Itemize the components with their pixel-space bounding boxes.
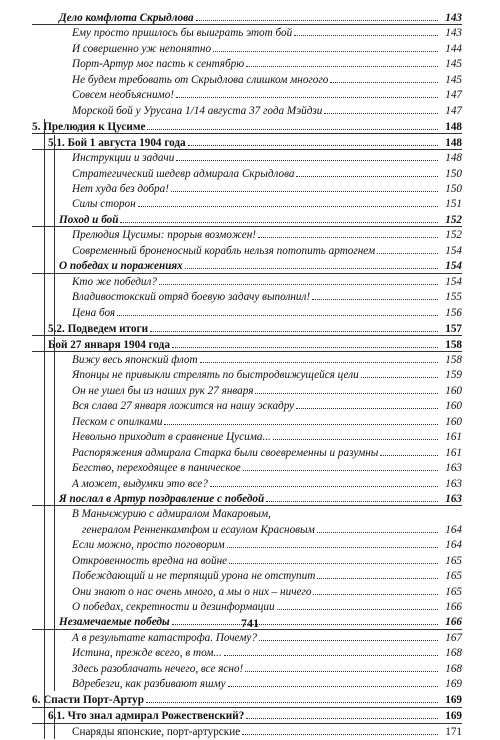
- toc-entry-page: 150: [445, 183, 462, 195]
- toc-entry: [32, 119, 462, 134]
- toc-entry-title: Он не ушел бы из наших рук 27 января: [72, 384, 254, 397]
- toc-entry: [32, 537, 462, 552]
- dot-leader: [213, 41, 438, 52]
- toc-entry-page: 147: [445, 89, 462, 102]
- toc-entry: [32, 56, 462, 71]
- toc-entry-page: 171: [445, 725, 462, 738]
- toc-entry-title: Кто же победил?: [72, 275, 157, 288]
- toc-entry: [32, 645, 462, 660]
- dot-leader: [277, 599, 438, 610]
- toc-entry-page: 168: [445, 647, 462, 660]
- toc-entry-page: 163: [445, 462, 462, 475]
- toc-entry-title: Современный броненосный корабль нельзя потопить артогнем: [72, 244, 376, 257]
- toc-entry: [32, 25, 462, 40]
- toc-entry-page: 151: [445, 198, 462, 211]
- toc-entry-title: Бой 27 января 1904 года: [48, 338, 170, 351]
- toc-entry: [32, 429, 462, 444]
- toc-entry-title: Ему просто пришлось бы выиграть этот бой: [72, 27, 293, 40]
- toc-entry-title: Истина, прежде всего, в том...: [72, 647, 222, 660]
- toc-entry: [32, 584, 462, 599]
- toc-entry-page: 164: [445, 539, 462, 552]
- toc-entry-title: Японцы не привыкли стрелять по быстродвижущейся цели: [72, 369, 359, 382]
- toc-entry: [32, 568, 462, 583]
- dot-leader: [196, 10, 438, 21]
- dot-leader: [176, 87, 438, 98]
- toc-entry: [32, 367, 462, 382]
- toc-entry: [32, 212, 462, 227]
- toc-entry-page: 154: [445, 275, 462, 288]
- toc-entry-page: 148: [445, 152, 462, 165]
- toc-entry-page: 160: [445, 400, 462, 413]
- dot-leader: [296, 398, 438, 409]
- toc-entry-page: 169: [445, 710, 462, 723]
- toc-entry-page: 152: [445, 229, 462, 242]
- toc-entry-page: 143: [445, 27, 462, 40]
- toc-entry-page: 145: [445, 58, 462, 71]
- toc-entry-page: 165: [445, 585, 462, 598]
- toc-guide-line: [44, 119, 45, 739]
- toc-entry: [32, 150, 462, 165]
- dot-leader: [245, 661, 438, 672]
- toc-entry-page: 161: [445, 431, 462, 444]
- toc-entry-title: О победах и поражениях: [59, 260, 183, 273]
- dot-leader: [317, 568, 438, 579]
- toc-entry-title: А в результате катастрофа. Почему?: [72, 631, 257, 644]
- toc-guide-line: [54, 135, 55, 336]
- toc-entry-page: 165: [445, 570, 462, 583]
- toc-entry-title: Прелюдия Цусимы: прорыв возможен!: [72, 229, 257, 242]
- dot-leader: [229, 553, 438, 564]
- toc-entry-page: 165: [445, 554, 462, 567]
- dot-leader: [361, 367, 438, 378]
- toc-entry: [32, 72, 462, 87]
- toc-entry-title: Не будем требовать от Скрыдлова слишком многого: [72, 73, 329, 86]
- toc-entry-title: О победах, секретности и дезинформации: [72, 601, 275, 613]
- toc-entry-page: 159: [445, 369, 462, 382]
- dot-leader: [377, 243, 438, 254]
- dot-leader: [228, 676, 438, 687]
- toc-entry-title: Я послал в Артур поздравление с победой: [59, 492, 265, 505]
- dot-leader: [171, 181, 438, 192]
- toc-entry: [32, 274, 462, 289]
- dot-leader: [159, 274, 438, 285]
- dot-leader: [258, 227, 438, 238]
- toc-entry-title: Стратегический шедевр адмирала Скрыдлова: [72, 167, 295, 180]
- dot-leader: [313, 584, 438, 595]
- toc-entry-page: 147: [445, 104, 462, 117]
- dot-leader: [273, 429, 438, 440]
- toc-entry: [32, 258, 462, 273]
- toc-entry-title: 5.1. Бой 1 августа 1904 года: [48, 136, 186, 149]
- toc-entry: [32, 522, 462, 537]
- toc-entry-title: Здесь разоблачать нечего, все ясно!: [72, 662, 244, 675]
- toc-entry: [32, 196, 462, 211]
- toc-entry-page: 152: [445, 213, 462, 226]
- toc-entry-title: И совершенно уж непонятно: [72, 42, 212, 55]
- toc-entry-title: Если можно, просто поговорим: [72, 539, 225, 552]
- toc-entry: [32, 352, 462, 367]
- toc-entry-title: 6. Спасти Порт-Артур: [32, 694, 144, 707]
- toc-entry: [32, 630, 462, 645]
- toc-entry: [32, 414, 462, 429]
- toc-entry-page: 163: [445, 477, 462, 490]
- dot-leader: [330, 72, 438, 83]
- toc-entry: [32, 103, 462, 118]
- toc-entry-title: Откровенность вредна на войне: [72, 554, 228, 567]
- toc-entry-title: 5. Прелюдия к Цусиме: [32, 120, 146, 133]
- toc-guide-line: [54, 337, 55, 691]
- dot-leader: [324, 103, 438, 114]
- toc-entry-page: 164: [445, 523, 462, 536]
- dot-leader: [146, 692, 438, 703]
- toc-entry-title: Нет худа без добра!: [72, 183, 169, 195]
- toc-entry-title: А может, выдумки это все?: [72, 477, 208, 490]
- toc-entry-page: 145: [445, 73, 462, 86]
- toc-entry: [32, 41, 462, 56]
- dot-leader: [138, 196, 438, 207]
- toc-entry-title: Дело комфлота Скрыдлова: [59, 12, 194, 24]
- toc-entry-page: 161: [445, 446, 462, 459]
- dot-leader: [259, 630, 438, 641]
- toc-entry: [32, 383, 462, 398]
- toc-entry-title: 6.1. Что знал адмирал Рожественский?: [48, 710, 245, 723]
- toc-entry-title: Инструкции и задачи: [72, 152, 175, 165]
- toc-entry-page: 150: [445, 167, 462, 180]
- toc-entry-title: генералом Ренненкампфом и есаулом Красновым: [82, 523, 315, 536]
- dot-leader: [380, 445, 438, 456]
- toc-entry-title: Снаряды японские, порт-артурские: [72, 725, 241, 738]
- toc-entry-page: 160: [445, 384, 462, 397]
- toc-entry: [32, 337, 462, 352]
- dot-leader: [147, 119, 438, 130]
- dot-leader: [120, 212, 438, 223]
- dot-leader: [117, 305, 438, 316]
- toc-entry-page: 155: [445, 291, 462, 304]
- dot-leader: [296, 166, 438, 177]
- dot-leader: [312, 289, 438, 300]
- toc-entry: [32, 166, 462, 181]
- toc-entry: [32, 289, 462, 304]
- dot-leader: [242, 724, 438, 735]
- toc-entry: [32, 87, 462, 102]
- toc-entry-title: 5.2. Подведем итоги: [48, 322, 149, 335]
- dot-leader: [255, 383, 438, 394]
- toc-entry-page: 166: [445, 616, 462, 629]
- dot-leader: [176, 150, 438, 161]
- toc-entry: [32, 676, 462, 691]
- toc-entry-title: Распоряжения адмирала Старка были своевременны и разумны: [72, 446, 379, 459]
- dot-leader: [150, 321, 438, 332]
- toc-entry-title: Вся слава 27 января ложится на нашу эскадру: [72, 400, 295, 413]
- toc-entry: [32, 10, 462, 25]
- toc-entry-page: 143: [445, 12, 462, 24]
- toc-entry-title: Порт-Артур мог пасть к сентябрю: [72, 58, 245, 71]
- toc-entry-title: Они знают о нас очень много, а мы о них – ничего: [72, 585, 312, 598]
- toc-entry-page: 169: [445, 678, 462, 691]
- toc-entry-title: Цена боя: [72, 306, 116, 319]
- toc-entry: [32, 506, 462, 521]
- dot-leader: [246, 56, 438, 67]
- toc-entry: [32, 227, 462, 242]
- toc-entry-title: Морской бой у Урусана 1/14 августа 37 года Мэйдзи: [72, 104, 323, 117]
- toc-entry-page: 157: [445, 322, 462, 335]
- toc-entry-page: 154: [445, 244, 462, 257]
- dot-leader: [188, 135, 438, 146]
- dot-leader: [224, 645, 438, 656]
- dot-leader: [200, 352, 438, 363]
- toc-entry: [32, 445, 462, 460]
- toc-entry-page: 169: [445, 694, 462, 707]
- toc-entry-page: 166: [445, 601, 462, 613]
- page-number: 741: [241, 616, 259, 630]
- toc-entry: [32, 181, 462, 196]
- toc-entry: [32, 692, 462, 707]
- toc-entry-page: 148: [445, 120, 462, 133]
- toc-entry: [32, 599, 462, 614]
- dot-leader: [164, 414, 438, 425]
- dot-leader: [246, 708, 438, 719]
- toc-entry: [32, 398, 462, 413]
- toc-entry: [32, 305, 462, 320]
- toc-entry-page: 148: [445, 136, 462, 149]
- toc-entry-title: Невольно приходит в сравнение Цусима...: [72, 431, 271, 444]
- toc-entry-title: Вижу весь японский флот: [72, 354, 198, 366]
- toc-entry: [32, 553, 462, 568]
- toc-entry: [32, 724, 462, 739]
- toc-entry-page: 144: [445, 42, 462, 55]
- toc-entry-page: 158: [445, 338, 462, 351]
- dot-leader: [294, 25, 438, 36]
- dot-leader: [266, 491, 438, 502]
- toc-entry-title: В Маньчжурию с адмиралом Макаровым,: [72, 508, 271, 521]
- dot-leader: [185, 258, 438, 269]
- dot-leader: [243, 460, 438, 471]
- toc-entry: [32, 243, 462, 258]
- toc-entry-title: Силы сторон: [72, 198, 136, 211]
- dot-leader: [317, 522, 438, 533]
- toc-entry-title: Незамечаемые победы: [59, 616, 170, 629]
- toc-entry: [32, 476, 462, 491]
- toc-entry-title: Побеждающий и не терпящий урона не отступит: [72, 570, 316, 583]
- toc-entry: [32, 460, 462, 475]
- toc-entry-title: Песком с опилками: [72, 415, 163, 428]
- toc-entry-title: Поход и бой: [59, 213, 119, 226]
- dot-leader: [172, 337, 438, 348]
- toc-entry-page: 163: [445, 492, 462, 505]
- toc-entry-page: 168: [445, 662, 462, 675]
- toc-entry-title: Вдребезги, как разбивают яшму: [72, 678, 226, 691]
- toc-entry: [32, 661, 462, 676]
- dot-leader: [227, 537, 438, 548]
- toc-entry-title: Владивостокский отряд боевую задачу выполнил!: [72, 291, 311, 304]
- toc-entry-page: 167: [445, 631, 462, 644]
- toc-entry-title: Совсем необъяснимо!: [72, 89, 175, 102]
- toc-entry: [32, 135, 462, 150]
- toc-entry-page: 160: [445, 415, 462, 428]
- toc-guide-line: [54, 708, 55, 739]
- toc-entry-page: 154: [445, 260, 462, 273]
- dot-leader: [210, 476, 438, 487]
- toc-entry-page: 156: [445, 306, 462, 319]
- toc-entry: [32, 491, 462, 506]
- toc-entry-page: 158: [445, 354, 462, 366]
- toc-entry: [32, 321, 462, 336]
- toc-entry-title: Бегство, переходящее в паническое: [72, 462, 241, 475]
